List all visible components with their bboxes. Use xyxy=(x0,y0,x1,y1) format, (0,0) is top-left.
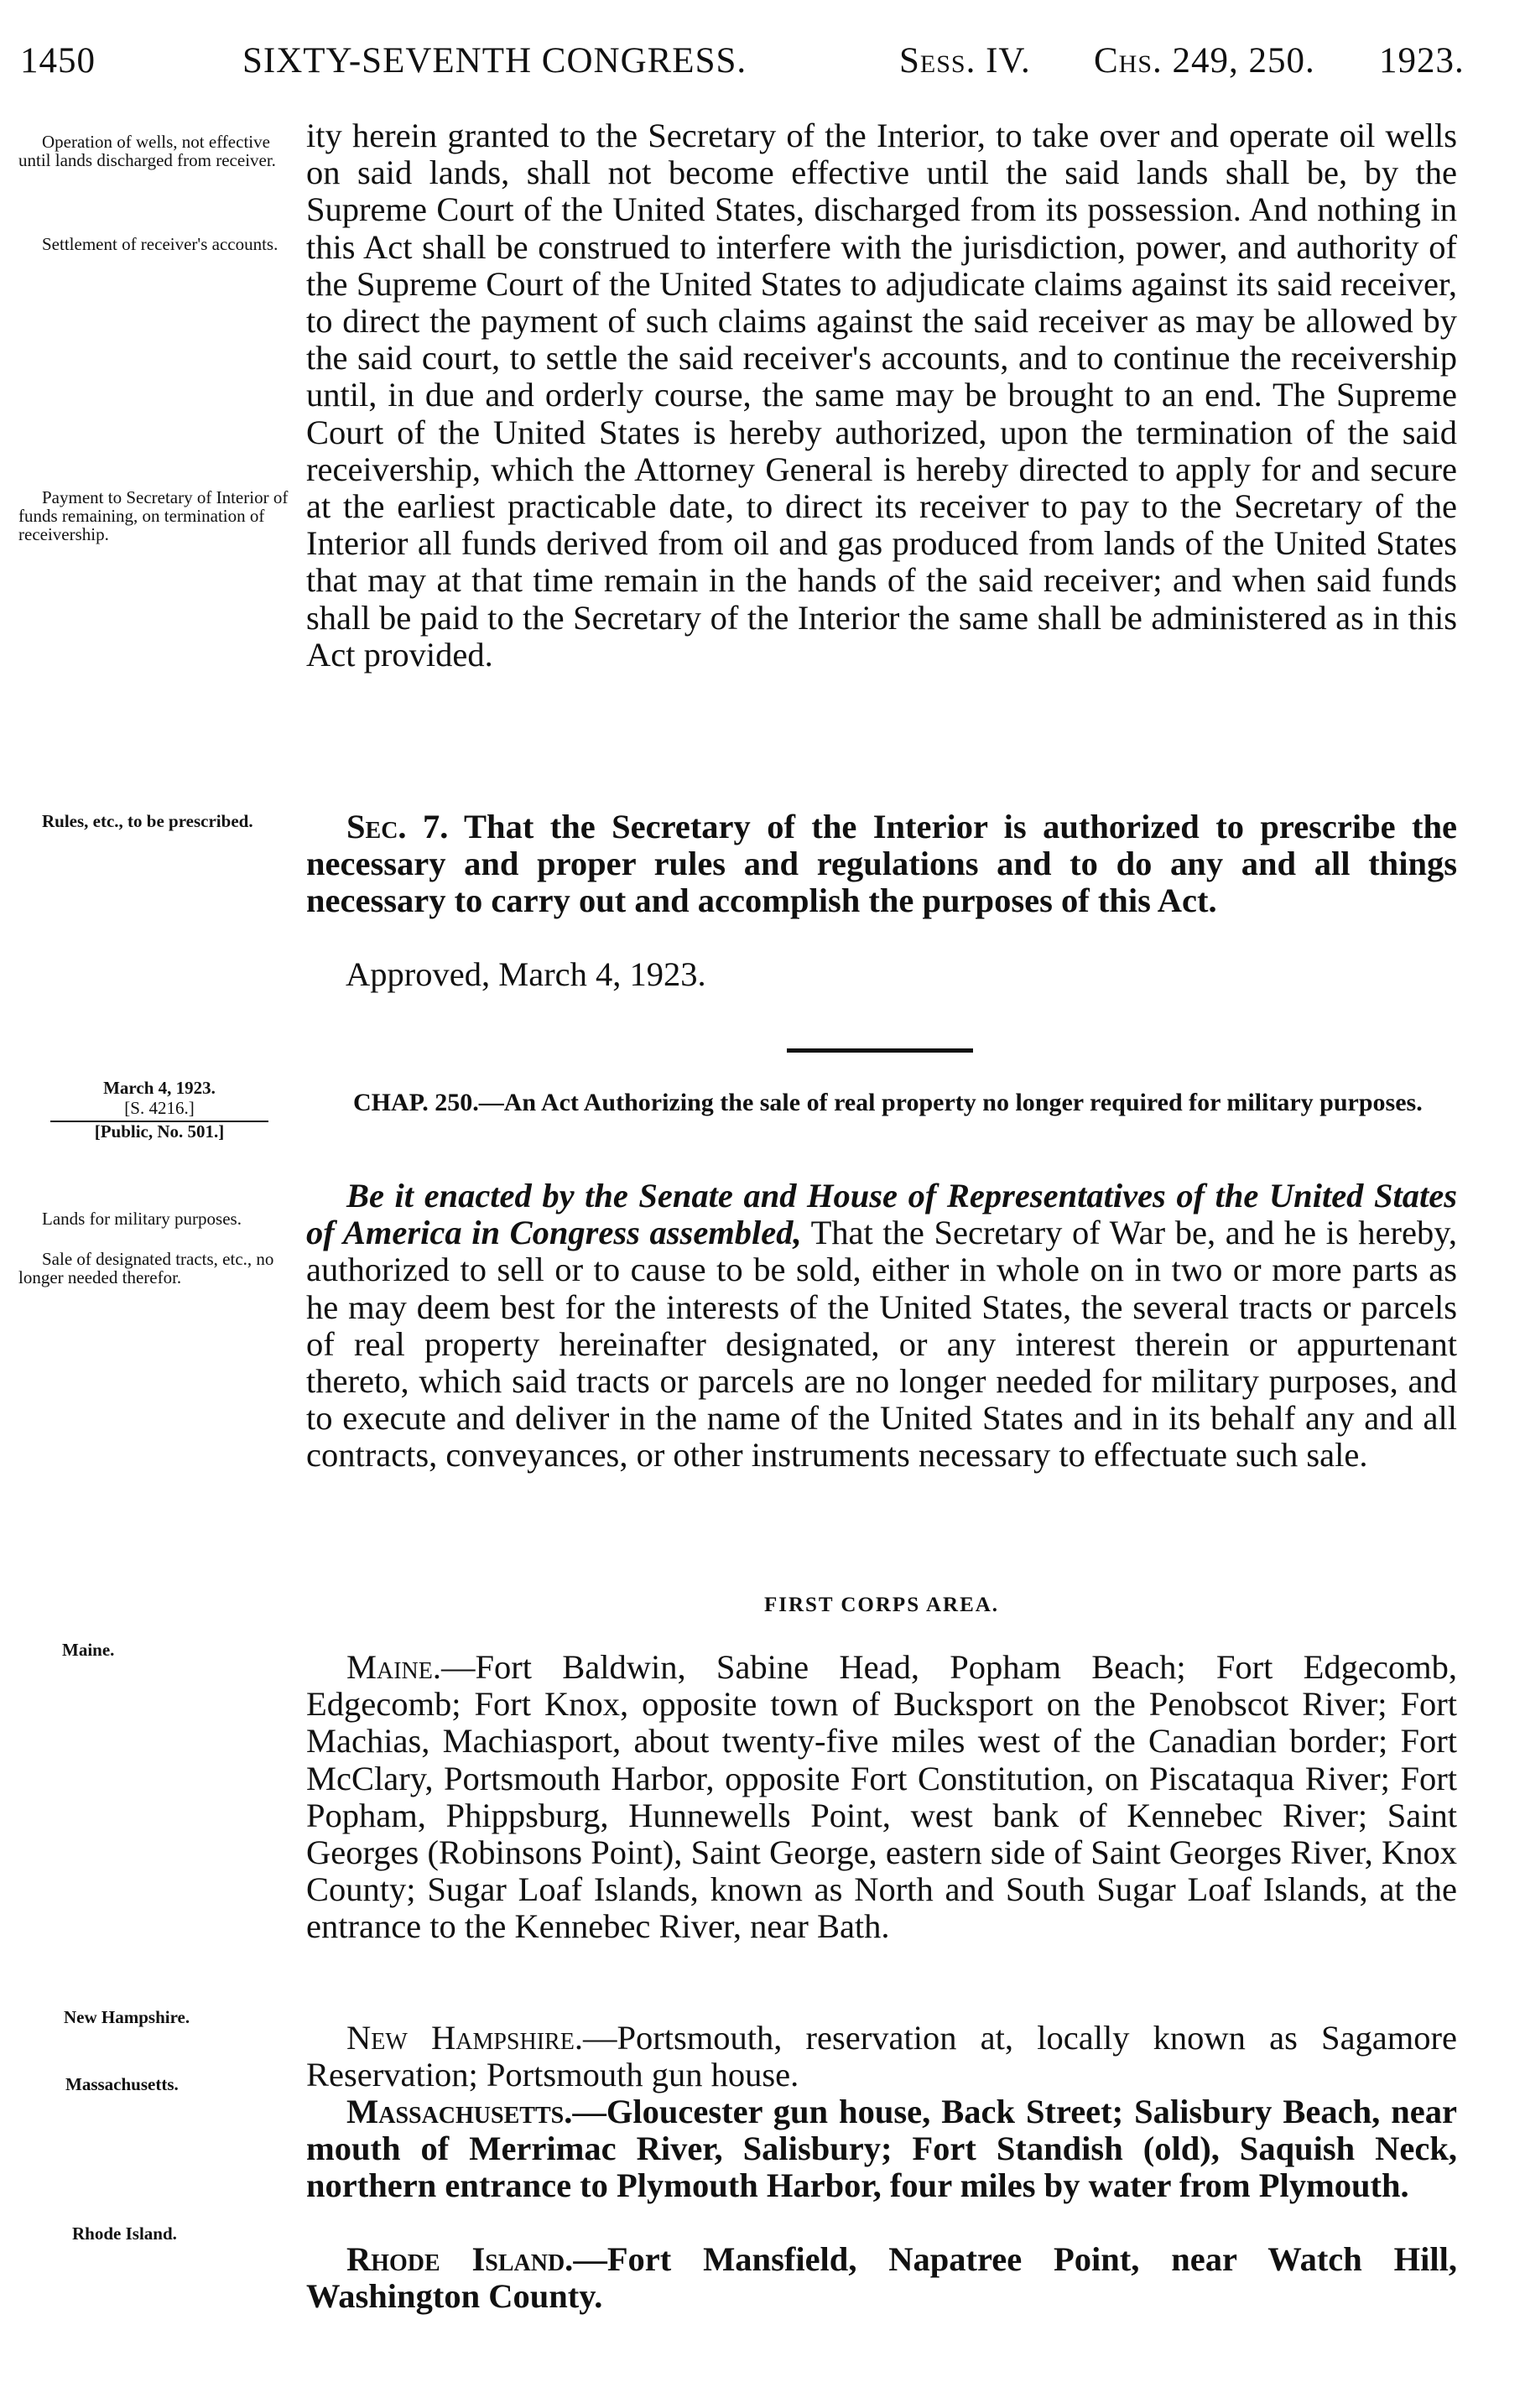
chapter-divider xyxy=(787,1048,973,1053)
sidenote-payment-to-secretary: Payment to Secretary of Interior of funds remaining, on termination of receivership. xyxy=(18,487,289,544)
sidenote-rules-prescribed: Rules, etc., to be prescribed. xyxy=(42,811,253,831)
maine-text: —Fort Baldwin, Sabine Head, Popham Beach; Fort Edgecomb, Edgecomb; Fort Knox, opposite town of Bucksport on the Penobscot River; Fort Machias, Machiasport, about twenty-five miles west of the Canadian border; Fort McClary, Portsmouth Harbor, opposite Fort Constitution, on Piscataqua River; Fort Popham, Phippsburg, Hunnewells Point, west bank of Kennebec River; Saint Georges (Robinsons Point), Saint George, eastern side of Saint Georges River, Knox County; Sugar Loaf Islands, known as North and South Sugar Loaf Islands, at the entrance to the Kennebec River, near Bath. xyxy=(306,1648,1457,1946)
enacting-text: That the Secretary of War be, and he is hereby, authorized to sell or to cause to be sold, either in whole on in two or more parts as he may deem best for the interests of the United States, the several tracts or parcels of real property hereinafter designated, or any interest therein or appurtenant thereto, which said tracts or parcels are no longer needed for military purposes, and to execute and deliver in the name of the United States and in its behalf any and all contracts, conveyances, or other instruments necessary to effectuate such sale. xyxy=(306,1214,1457,1474)
massachusetts-text: —Gloucester gun house, Back Street; Salisbury Beach, near mouth of Merrimac River, Salisbury; Fort Standish (old), Saquish Neck, northern entrance to Plymouth Harbor, four miles by water from Plymouth. xyxy=(306,2093,1457,2205)
section-7-label: Sec. 7. xyxy=(346,808,449,845)
maine-paragraph xyxy=(306,1649,1457,1946)
massachusetts-paragraph xyxy=(306,2093,1457,2205)
sidenote-maine: Maine. xyxy=(62,1640,115,1660)
first-corps-area-heading: FIRST CORPS AREA. xyxy=(763,1594,1000,1616)
new-hampshire-paragraph xyxy=(306,2020,1457,2093)
sidenote-new-hampshire: New Hampshire. xyxy=(64,2007,190,2027)
sidenote-massachusetts: Massachusetts. xyxy=(65,2074,179,2094)
sidenote-public-number: [Public, No. 501.] xyxy=(50,1121,268,1141)
section-7-text: That the Secretary of the Interior is authorized to prescribe the necessary and proper rules and regulations and to do any and all things necessary to carry out and accomplish the purposes of this Act. xyxy=(306,808,1457,920)
new-hampshire-label: New Hampshire. xyxy=(346,2019,583,2057)
sidenote-settlement-accounts: Settlement of receiver's accounts. xyxy=(42,234,278,254)
congress-title: SIXTY-SEVENTH CONGRESS. xyxy=(242,41,747,81)
enacting-clause: Be it enacted by the Senate and House of Representatives of the United States of America in Congress assembled, xyxy=(306,1177,1457,1252)
sidenote-bill-number: [S. 4216.] xyxy=(124,1098,195,1118)
sidenote-sale-designated: Sale of designated tracts, etc., no longer needed therefor. xyxy=(18,1249,274,1287)
sidenote-date: March 4, 1923. xyxy=(103,1078,216,1098)
running-header xyxy=(20,40,1463,91)
section-7 xyxy=(306,809,1457,920)
enacting-paragraph xyxy=(306,1178,1457,1474)
section-6-continuation: ity herein granted to the Secretary of the Interior, to take over and operate oil wells on said lands, shall not become effective until the said lands shall be, by the Supreme Court of the United States, discharged from its possession. And nothing in this Act shall be construed to interfere with the jurisdiction, power, and authority of the Supreme Court of the United States to adjudicate claims against its said receiver, to direct the payment of such claims against the said receiver as may be allowed by the said court, to settle the said receiver's accounts, and to continue the receivership until, in due and orderly course, the same may be brought to an end. The Supreme Court of the United States is hereby authorized, upon the termination of the said receivership, which the Attorney General is hereby directed to apply for and secure at the earliest practicable date, to direct its receiver to pay to the Secretary of the Interior all funds derived from oil and gas produced from lands of the United States that may at that time remain in the hands of the said receiver; and when said funds shall be paid to the Secretary of the Interior the same shall be administered as in this Act provided. xyxy=(306,117,1457,674)
rhode-island-label: Rhode Island. xyxy=(346,2240,574,2278)
sidenote-lands-military: Lands for military purposes. xyxy=(42,1209,242,1229)
chapter-250-description: —An Act Authorizing the sale of real property no longer required for military purposes. xyxy=(478,1089,1423,1116)
page-number: 1450 xyxy=(20,41,96,81)
chapters-label: Chs. 249, 250. xyxy=(1094,41,1315,81)
maine-label: Maine. xyxy=(346,1648,442,1686)
chapter-250-label: CHAP. 250. xyxy=(353,1089,479,1116)
massachusetts-label: Massachusetts. xyxy=(346,2093,573,2130)
session-label: Sess. IV. xyxy=(899,41,1031,81)
header-year: 1923. xyxy=(1379,41,1465,81)
rhode-island-paragraph xyxy=(306,2241,1457,2315)
new-hampshire-text: —Portsmouth, reservation at, locally known as Sagamore Reservation; Portsmouth gun house. xyxy=(306,2019,1457,2094)
chapter-250-title xyxy=(306,1087,1457,1119)
rhode-island-text: —Fort Mansfield, Napatree Point, near Watch Hill, Washington County. xyxy=(306,2240,1457,2316)
sidenote-rhode-island: Rhode Island. xyxy=(72,2223,177,2244)
approval-line: Approved, March 4, 1923. xyxy=(346,955,706,993)
sidenote-operation-of-wells: Operation of wells, not effective until lands discharged from receiver. xyxy=(18,132,276,170)
